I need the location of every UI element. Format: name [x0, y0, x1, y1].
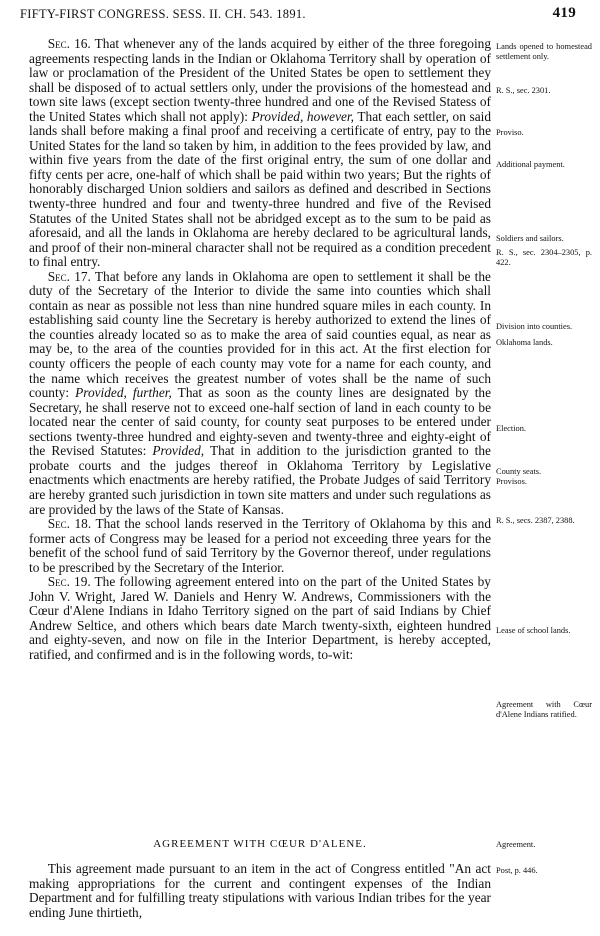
section-16-text-a: That whenever any of the lands acquired by either of the three foregoing agreements respecting lands in the Indian or Oklahoma Territory shall by operation of law or proclamation of the President of the United States be open to settlement they shall be disposed of to actual settlers only, under the provisions of the homestead and town site laws (except section twenty-three hundred and one of the Revised Statess of the United States which shall not apply):: [29, 36, 491, 124]
margin-note-post: Post, p. 446.: [496, 866, 538, 875]
section-17-text-a: That before any lands in Oklahoma are open to settlement it shall be the duty of the Secretary of the Interior to divide the same into counties which shall contain as near as possible not less than nine hundred square miles in each county. In establishing said county line the Secretary is hereby authorized to extend the lines of the counties already located so as to make the area of said counties equal, as near as may be, to the area of the counties provided for in this act. At the first election for county officers the people of each county may vote for a name for each county, and the name which receives the greatest number of votes shall be the name of such county:: [29, 268, 491, 401]
section-18-label: Sec. 18.: [47, 516, 92, 532]
section-17-proviso-a: Provided, further,: [75, 385, 172, 401]
margin-note-county-seats: County seats.: [496, 467, 542, 476]
section-17-label: Sec. 17.: [47, 268, 91, 284]
section-16-label: Sec. 16.: [47, 36, 91, 51]
section-17-text-b: That as soon as the county lines are designated by the Secretary, he shall reserve not to exceed one-half section of land in each county to be located near the center of said county, for county seat purposes to be entered under sections twenty-three hundred and eighty-seven and twenty-three and eighty-eight of the Revised Statutes:: [29, 385, 491, 459]
running-title: FIFTY-FIRST CONGRESS. SESS. II. CH. 543. 1891.: [20, 7, 306, 21]
margin-note-agreement-ratified: Agreement with Cœur d'Alene Indians ratified.: [496, 700, 592, 719]
section-18-text: That the school lands reserved in the Territory of Oklahoma by this and former acts of Congress may be leased for a period not exceeding three years for the benefit of the school fund of said Territory by the Governor thereof, under regulations to be prescribed by the Secretary of the Interior.: [29, 516, 491, 575]
page-header: [20, 7, 576, 22]
margin-note-soldiers-sailors: Soldiers and sailors.: [496, 234, 564, 243]
margin-note-provisos: Provisos.: [496, 477, 527, 486]
agreement-paragraph: This agreement made pursuant to an item in the act of Congress entitled "An act making appropriations for the current and contingent expenses of the Indian Department and for fulfilling treaty stipulations with various Indian tribes for the year ending June thirtieth,: [29, 861, 491, 920]
section-19: [29, 575, 491, 662]
section-19-text: The following agreement entered into on the part of the United States by John V. Wright, Jared W. Daniels and Henry W. Andrews, Commissioners with the Cœur d'Alene Indians in Idaho Territory signed on the part of said Indians by Chief Andrew Seltice, and others which bears date March twenty-sixth, eighteen hundred and eighty-seven, and now on file in the Interior Department, is hereby accepted, ratified, and confirmed and is in the following words, to-wit:: [29, 574, 491, 662]
margin-note-lands-opened: Lands opened to homestead settlement only.: [496, 42, 592, 61]
section-17-text-c: That in addition to the jurisdiction granted to the probate courts and the judges thereof in Oklahoma Territory by Legislative enactments which enactments are hereby ratified, the Probate Judges of said Territory are hereby granted such jurisdiction in town site matters and under such regulations as are provided by the laws of the State of Kansas.: [29, 443, 491, 517]
margin-note-division-counties: Division into counties.: [496, 322, 573, 331]
section-16-proviso: Provided, however,: [251, 108, 354, 124]
page-number: 419: [552, 5, 576, 21]
section-19-label: Sec. 19.: [47, 574, 91, 590]
agreement-body: [29, 862, 491, 920]
margin-note-proviso: Proviso.: [496, 128, 524, 137]
margin-note-election: Election.: [496, 424, 526, 433]
margin-note-rs-2387: R. S., secs. 2387, 2388.: [496, 516, 575, 525]
agreement-heading: AGREEMENT WITH CŒUR D'ALENE.: [153, 838, 367, 850]
margin-note-rs-2301: R. S., sec. 2301.: [496, 86, 551, 95]
margin-note-rs-2304: R. S., sec. 2304–2305, p. 422.: [496, 248, 592, 267]
margin-note-agreement: Agreement.: [496, 840, 536, 849]
main-text: [29, 37, 491, 663]
margin-note-lease-school: Lease of school lands.: [496, 626, 571, 635]
section-16-text-b: That each settler, on said lands shall before making a final proof and receiving a certificate of entry, pay to the United States for the land so taken by him, in addition to the fees provided by law, and within five years from the date of the first original entry, the sum of one dollar and fifty cents per acre, one-half of which shall be paid within two years; But the rights of honorably discharged Union soldiers and sailors as defined and described in Sections twenty-three hundred and four and twenty-three hundred and five of the Revised Statutes of the United States shall not be abridged except as to the sum to be paid as aforesaid, and all the lands in Oklahoma are hereby declared to be agricultural lands, and proof of their non-mineral character shall not be required as a condition precedent to final entry.: [29, 108, 492, 270]
section-16: [29, 37, 491, 270]
section-17-proviso-b: Provided,: [152, 443, 205, 459]
margin-note-additional-payment: Additional payment.: [496, 160, 565, 169]
section-18: [29, 517, 491, 575]
margin-note-oklahoma-lands: Oklahoma lands.: [496, 338, 553, 347]
section-17: [29, 270, 491, 517]
